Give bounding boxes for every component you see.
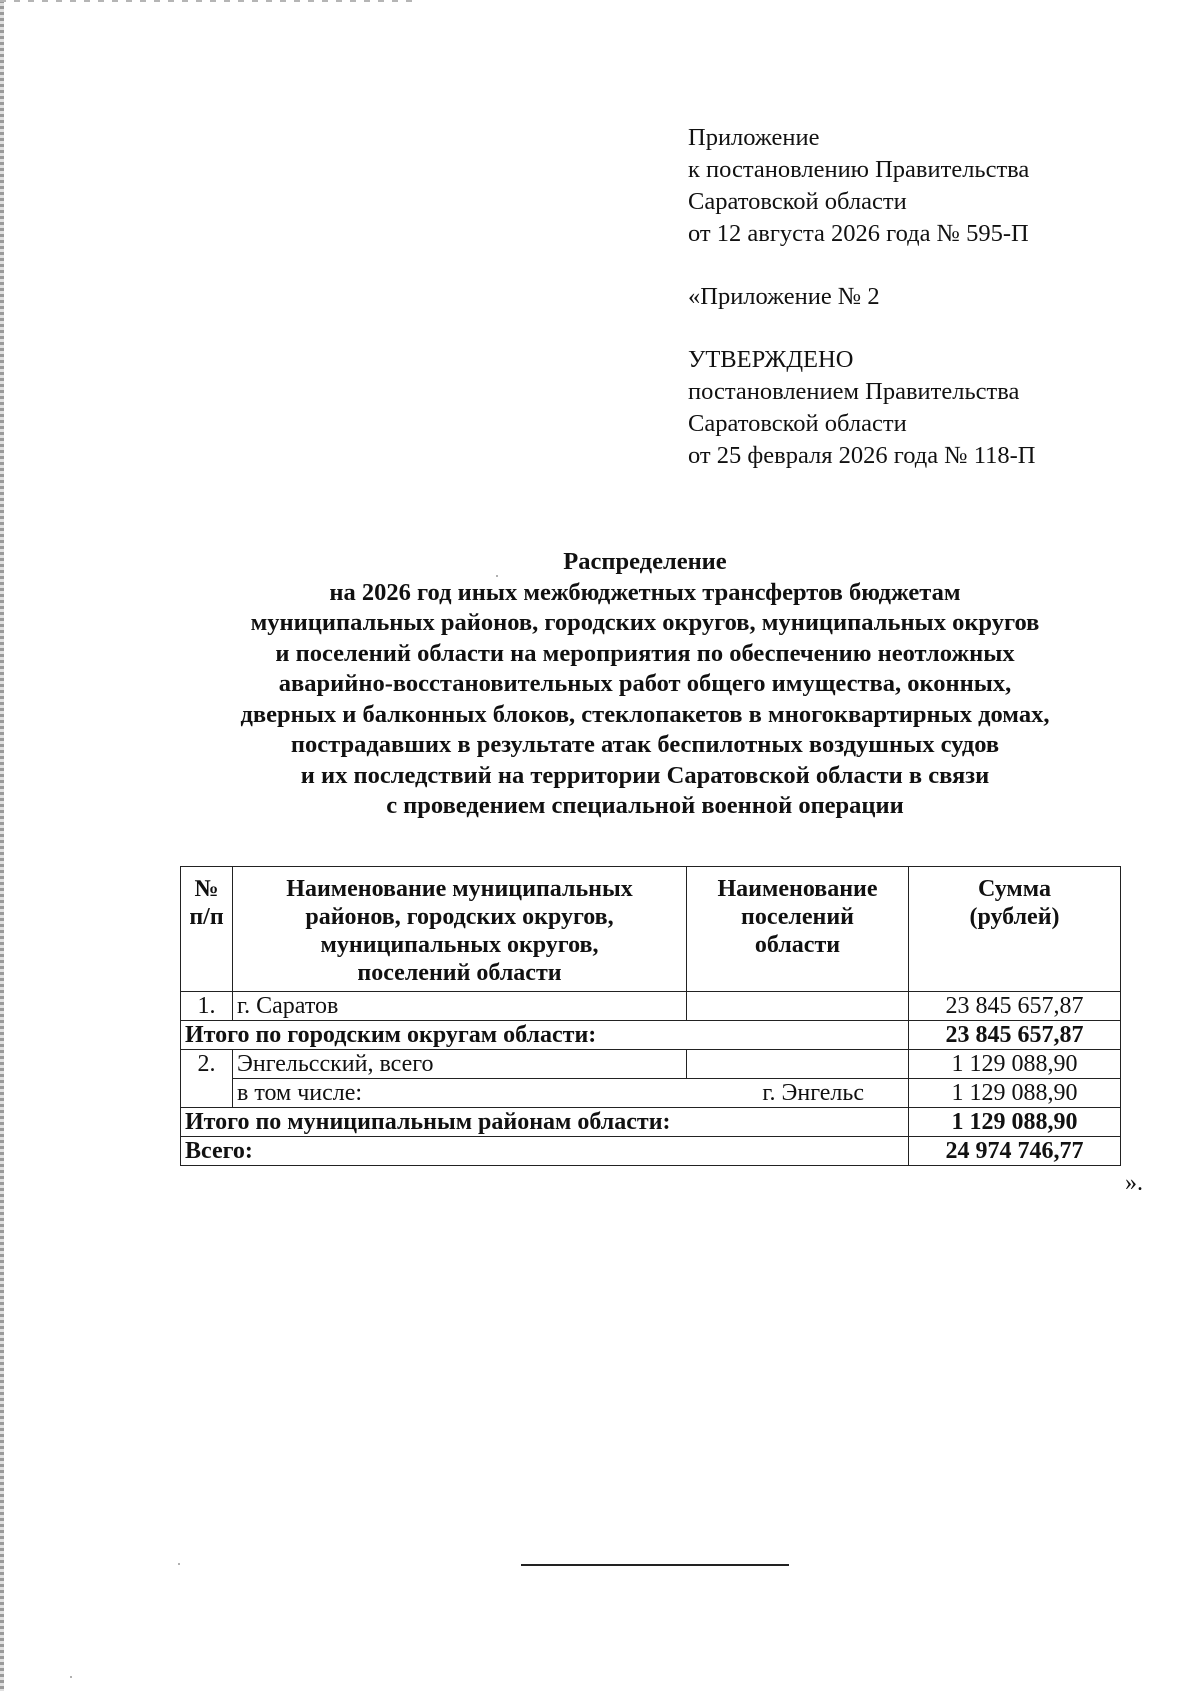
- row-settlement: [687, 992, 909, 1021]
- row-sum: 1 129 088,90: [909, 1050, 1121, 1079]
- table-header-row: [181, 867, 1121, 992]
- header-municipality: Наименование муниципальных районов, городских округов, муниципальных округов, поселений области: [233, 867, 687, 992]
- subtotal-sum: 1 129 088,90: [909, 1108, 1121, 1137]
- title-line: Распределение: [563, 548, 727, 575]
- header-sum: Сумма (рублей): [909, 867, 1121, 992]
- row-number: 2.: [181, 1050, 233, 1108]
- row-number: 1.: [181, 992, 233, 1021]
- subtotal-row: [181, 1108, 1121, 1137]
- grand-total-row: [181, 1137, 1121, 1166]
- header-line: к постановлению Правительства: [688, 156, 1030, 183]
- subtotal-row: [181, 1021, 1121, 1050]
- row-including: [233, 1079, 909, 1108]
- title-line: с проведением специальной военной операции: [386, 792, 904, 819]
- document-title: [150, 547, 1140, 822]
- title-line: аварийно-восстановительных работ общего имущества, оконных,: [278, 670, 1012, 697]
- grand-total-sum: 24 974 746,77: [909, 1137, 1121, 1166]
- header-settlement: Наименование поселений области: [687, 867, 909, 992]
- table-row: [181, 992, 1121, 1021]
- subtotal-label: Итого по муниципальным районам области:: [181, 1108, 909, 1137]
- table-row: [181, 1079, 1121, 1108]
- title-line: дверных и балконных блоков, стеклопакетов в многоквартирных домах,: [240, 700, 1050, 728]
- scan-edge-top: [0, 0, 420, 2]
- header-num: № п/п: [181, 867, 233, 992]
- approved-line: от 25 февраля 2026 года № 118-П: [688, 442, 1036, 469]
- grand-total-label: Всего:: [181, 1137, 909, 1166]
- row-municipality: Энгельсский, всего: [233, 1050, 687, 1079]
- title-line: пострадавших в результате атак беспилотных воздушных судов: [290, 731, 1000, 758]
- approval-header: [688, 122, 1168, 472]
- header-line: Саратовской области: [688, 188, 907, 215]
- table-row: [181, 1050, 1121, 1079]
- subtotal-label: Итого по городским округам области:: [181, 1021, 909, 1050]
- scan-speck: [70, 1676, 72, 1678]
- title-line: муниципальных районов, городских округов, муниципальных округов: [250, 609, 1040, 636]
- header-line: Приложение: [688, 124, 820, 151]
- row-municipality: г. Саратов: [233, 992, 687, 1021]
- scan-speck: [178, 1563, 180, 1565]
- end-rule: [521, 1564, 789, 1566]
- approved-line: УТВЕРЖДЕНО: [688, 346, 854, 373]
- title-line: и поселений области на мероприятия по обеспечению неотложных: [275, 639, 1015, 667]
- header-line: от 12 августа 2026 года № 595-П: [688, 220, 1029, 247]
- scan-speck: [496, 575, 498, 577]
- subtotal-sum: 23 845 657,87: [909, 1021, 1121, 1050]
- approved-line: Саратовской области: [688, 410, 907, 437]
- scan-edge-left: [0, 0, 4, 1691]
- closing-quote: ».: [1125, 1170, 1143, 1196]
- including-label: в том числе:: [237, 1080, 363, 1106]
- row-sum: 23 845 657,87: [909, 992, 1121, 1021]
- row-settlement: г. Энгельс: [762, 1080, 864, 1106]
- row-settlement: [687, 1050, 909, 1079]
- title-line: и их последствий на территории Саратовской области в связи: [300, 761, 990, 789]
- row-sum: 1 129 088,90: [909, 1079, 1121, 1108]
- distribution-table: [180, 866, 1121, 1166]
- approved-line: постановлением Правительства: [688, 378, 1020, 405]
- title-line: на 2026 год иных межбюджетных трансфертов бюджетам: [329, 578, 961, 606]
- annex-reference: «Приложение № 2: [688, 283, 880, 310]
